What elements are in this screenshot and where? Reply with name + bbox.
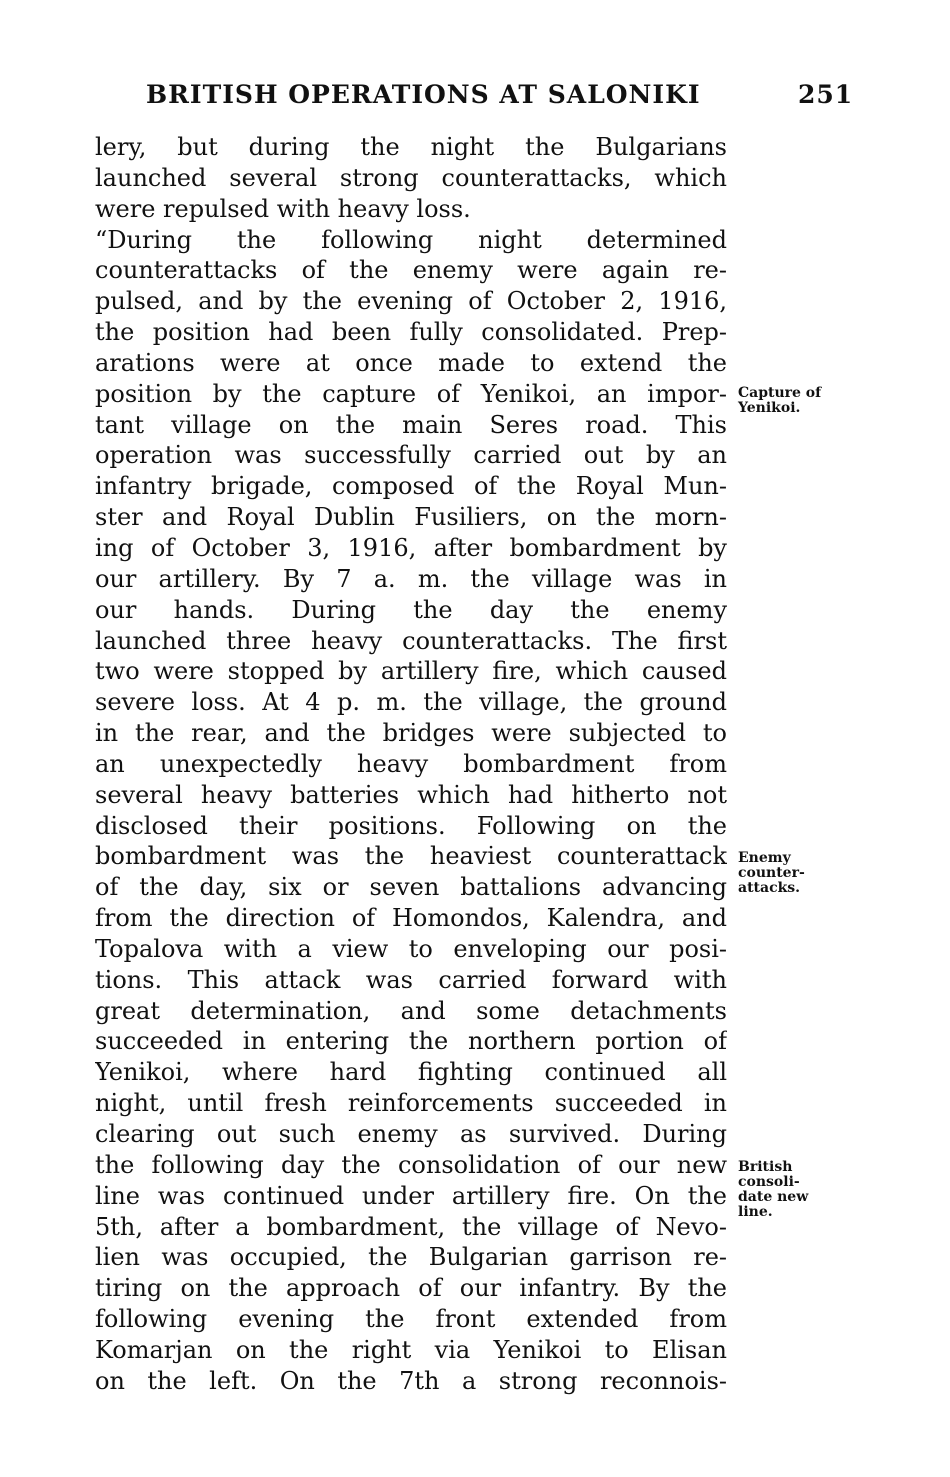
text-line: line was continued under artillery fire. On the (95, 1181, 727, 1210)
sidenote-line: Capture of (738, 385, 822, 401)
text-line: 5th, after a bombardment, the village of Nevo- (95, 1212, 727, 1241)
sidenote-british-consolidate (738, 1160, 848, 1220)
text-line: two were stopped by artillery fire, which caused (95, 657, 727, 686)
text-line: tant village on the main Seres road. This (95, 410, 727, 439)
text-line: tiring on the approach of our infantry. By the (95, 1274, 727, 1303)
text-line: the following day the consolidation of our new (95, 1150, 727, 1179)
sidenote-line: Yenikoi. (738, 400, 801, 416)
text-line: position by the capture of Yenikoi, an impor- (95, 379, 727, 408)
text-line: succeeded in entering the northern portion of (95, 1027, 727, 1056)
text-line: Topalova with a view to enveloping our posi- (95, 934, 727, 963)
text-line: pulsed, and by the evening of October 2, 1916, (95, 287, 727, 316)
text-line: Komarjan on the right via Yenikoi to Elisan (95, 1335, 727, 1364)
text-line: several heavy batteries which had hitherto not (95, 780, 727, 809)
text-line: in the rear, and the bridges were subjected to (95, 719, 727, 748)
text-line: our hands. During the day the enemy (95, 595, 727, 624)
sidenote-line: counter- (738, 865, 805, 881)
body-text (95, 132, 735, 1397)
text-line: launched three heavy counterattacks. The first (95, 626, 727, 655)
text-line: night, until fresh reinforcements succeeded in (95, 1089, 727, 1118)
page-header (146, 80, 854, 112)
text-line: following evening the front extended from (95, 1305, 727, 1334)
sidenote-line: British (738, 1159, 793, 1175)
text-line: “During the following night determined (95, 225, 727, 254)
text-line: lery, but during the night the Bulgarians (95, 133, 727, 161)
text-line: arations were at once made to extend the (95, 348, 727, 377)
text-line: were repulsed with heavy loss. (95, 194, 471, 223)
text-line: on the left. On the 7th a strong reconnois- (95, 1366, 727, 1395)
text-line: clearing out such enemy as survived. During (95, 1120, 727, 1148)
text-line: Yenikoi, where hard fighting continued all (95, 1058, 727, 1087)
text-line: ster and Royal Dublin Fusiliers, on the morn- (95, 503, 727, 532)
text-line: disclosed their positions. Following on the (95, 811, 727, 840)
sidenote-enemy-counterattacks (738, 851, 848, 896)
text-line: infantry brigade, composed of the Royal Mun- (95, 472, 727, 501)
text-line: from the direction of Homondos, Kalendra, and (95, 904, 727, 933)
text-line: severe loss. At 4 p. m. the village, the ground (95, 688, 727, 717)
sidenote-line: Enemy (738, 850, 791, 866)
sidenote-line: attacks. (738, 880, 801, 896)
text-line: lien was occupied, the Bulgarian garrison re- (95, 1243, 727, 1272)
sidenote-line: line. (738, 1204, 773, 1220)
text-line: the position had been fully consolidated. Prep- (95, 318, 727, 347)
text-line: bombardment was the heaviest counterattack (95, 842, 727, 871)
text-line: of the day, six or seven battalions advancing (95, 873, 727, 902)
sidenote-capture-of-yenikoi (738, 386, 848, 416)
text-line: operation was successfully carried out by an (95, 441, 727, 470)
page-number: 251 (798, 80, 854, 109)
text-line: tions. This attack was carried forward with (95, 965, 727, 994)
sidenote-line: date new (738, 1189, 809, 1205)
text-line: ing of October 3, 1916, after bombardment by (95, 533, 727, 562)
text-line: counterattacks of the enemy were again re- (95, 256, 727, 285)
text-line: our artillery. By 7 a. m. the village was in (95, 564, 727, 593)
sidenote-line: consoli- (738, 1174, 800, 1190)
running-title: BRITISH OPERATIONS AT SALONIKI (146, 80, 701, 109)
text-line: an unexpectedly heavy bombardment from (95, 749, 727, 778)
text-line: great determination, and some detachments (95, 996, 727, 1025)
text-line: launched several strong counterattacks, which (95, 163, 727, 192)
